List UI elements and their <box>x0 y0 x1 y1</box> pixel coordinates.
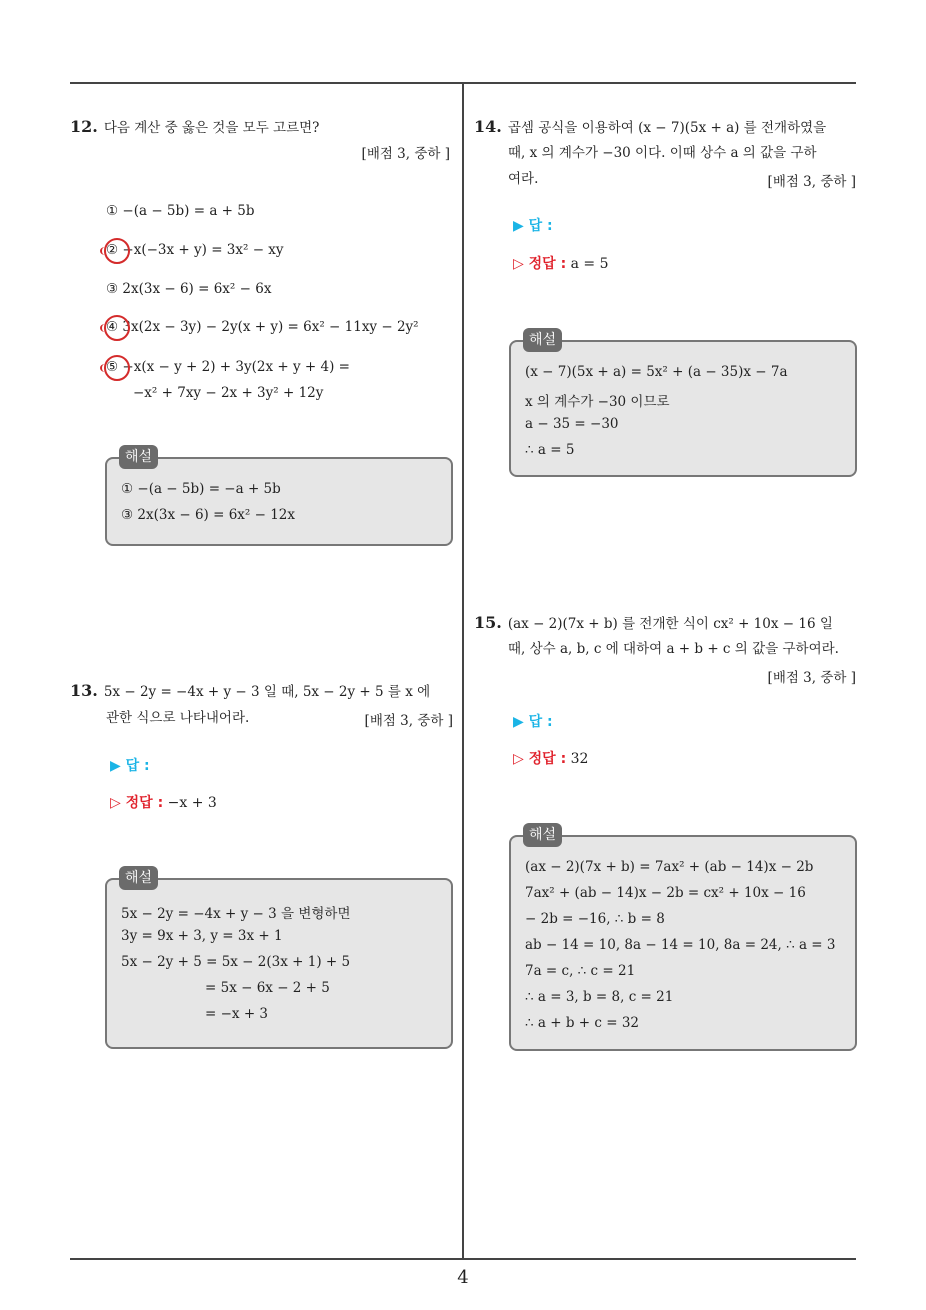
correct-label: ▷ 정답 : <box>513 256 567 272</box>
q12-number: 12. <box>70 117 98 136</box>
q15-solution-line-7: ∴ a + b + c = 32 <box>525 1015 639 1031</box>
q13-solution-line-2: 3y = 9x + 3, y = 3x + 1 <box>121 928 283 944</box>
q15-answer-label: ▶ 답 : <box>513 714 553 730</box>
q14-solution-line-4: ∴ a = 5 <box>525 442 575 458</box>
q15-question <box>474 610 864 637</box>
selected-mark-4 <box>104 315 130 341</box>
q14-correct-answer <box>513 253 609 273</box>
q15-line-1: (ax − 2)(7x + b) 를 전개한 식이 cx² + 10x − 16 일 <box>507 616 833 632</box>
q13-answer-label: ▶ 답 : <box>110 758 150 774</box>
q15-line-2: 때, 상수 a, b, c 에 대하여 a + b + c 의 값을 구하여라. <box>508 641 839 657</box>
q13-solution-line-1: 5x − 2y = −4x + y − 3 을 변형하면 <box>121 906 351 922</box>
q12-option-5: ⑤ −x(x − y + 2) + 3y(2x + y + 4) = <box>106 359 350 375</box>
correct-label: ▷ 정답 : <box>513 751 567 767</box>
q13-solution-line-3: 5x − 2y + 5 = 5x − 2(3x + 1) + 5 <box>121 954 351 970</box>
q12-solution-line-2: ③ 2x(3x − 6) = 6x² − 12x <box>121 507 296 523</box>
selected-mark-2 <box>104 238 130 264</box>
q12-option-2: ② −x(−3x + y) = 3x² − xy <box>106 242 284 258</box>
q15-solution-line-2: 7ax² + (ab − 14)x − 2b = cx² + 10x − 16 <box>525 885 806 901</box>
page-number: 4 <box>457 1267 469 1288</box>
q15-solution-line-5: 7a = c, ∴ c = 21 <box>525 963 636 979</box>
q14-line-2: 때, x 의 계수가 −30 이다. 이때 상수 a 의 값을 구하 <box>508 145 817 161</box>
solution-tag: 해설 <box>523 328 562 352</box>
q14-correct-value: a = 5 <box>570 256 609 272</box>
q15-correct-value: 32 <box>570 751 589 767</box>
q15-solution-box <box>509 827 857 1051</box>
q13-correct-value: −x + 3 <box>167 795 217 811</box>
q15-solution-line-6: ∴ a = 3, b = 8, c = 21 <box>525 989 674 1005</box>
q14-solution-line-3: a − 35 = −30 <box>525 416 619 432</box>
bottom-rule <box>70 1258 856 1260</box>
q12-meta: [배점 3, 중하 ] <box>361 146 450 162</box>
q15-correct-answer <box>513 748 588 768</box>
q14-solution-line-2: x 의 계수가 −30 이므로 <box>525 394 670 410</box>
q15-number: 15. <box>474 613 502 632</box>
q13-line-1: 5x − 2y = −4x + y − 3 일 때, 5x − 2y + 5 를 x 에 <box>103 684 431 700</box>
q13-line-2: 관한 식으로 나타내어라. <box>106 710 250 726</box>
q12-question <box>70 114 456 141</box>
q12-solution-box <box>105 449 453 546</box>
q14-solution-line-1: (x − 7)(5x + a) = 5x² + (a − 35)x − 7a <box>525 364 788 380</box>
q13-correct-answer <box>110 792 217 812</box>
q15-solution-line-4: ab − 14 = 10, 8a − 14 = 10, 8a = 24, ∴ a = 3 <box>525 937 836 953</box>
q14-answer-label: ▶ 답 : <box>513 218 553 234</box>
q13-number: 13. <box>70 681 98 700</box>
q14-question <box>474 114 864 141</box>
q12-text: 다음 계산 중 옳은 것을 모두 고르면? <box>103 120 320 136</box>
solution-tag: 해설 <box>119 866 158 890</box>
q12-solution-line-1: ① −(a − 5b) = −a + 5b <box>121 481 281 497</box>
q13-solution-line-4: = 5x − 6x − 2 + 5 <box>205 980 330 996</box>
selected-mark-5 <box>104 355 130 381</box>
q13-solution-box <box>105 870 453 1049</box>
q12-option-3: ③ 2x(3x − 6) = 6x² − 6x <box>106 281 272 297</box>
q14-meta: [배점 3, 중하 ] <box>767 174 856 190</box>
q13-meta: [배점 3, 중하 ] <box>364 713 453 729</box>
q14-line-3: 여라. <box>508 171 539 187</box>
q15-meta: [배점 3, 중하 ] <box>767 670 856 686</box>
q13-solution-line-5: = −x + 3 <box>205 1006 269 1022</box>
q12-option-4: ④ 3x(2x − 3y) − 2y(x + y) = 6x² − 11xy − 2y² <box>106 319 419 335</box>
q12-option-1: ① −(a − 5b) = a + 5b <box>106 203 255 219</box>
q14-line-1: 곱셈 공식을 이용하여 (x − 7)(5x + a) 를 전개하였을 <box>507 120 827 136</box>
q15-solution-line-3: − 2b = −16, ∴ b = 8 <box>525 911 665 927</box>
solution-tag: 해설 <box>523 823 562 847</box>
correct-label: ▷ 정답 : <box>110 795 164 811</box>
q15-solution-line-1: (ax − 2)(7x + b) = 7ax² + (ab − 14)x − 2b <box>525 859 814 875</box>
q14-solution-box <box>509 332 857 477</box>
q12-option-5-continuation: −x² + 7xy − 2x + 3y² + 12y <box>133 385 324 401</box>
solution-tag: 해설 <box>119 445 158 469</box>
q14-number: 14. <box>474 117 502 136</box>
q13-question <box>70 678 456 705</box>
column-divider <box>462 82 464 1260</box>
